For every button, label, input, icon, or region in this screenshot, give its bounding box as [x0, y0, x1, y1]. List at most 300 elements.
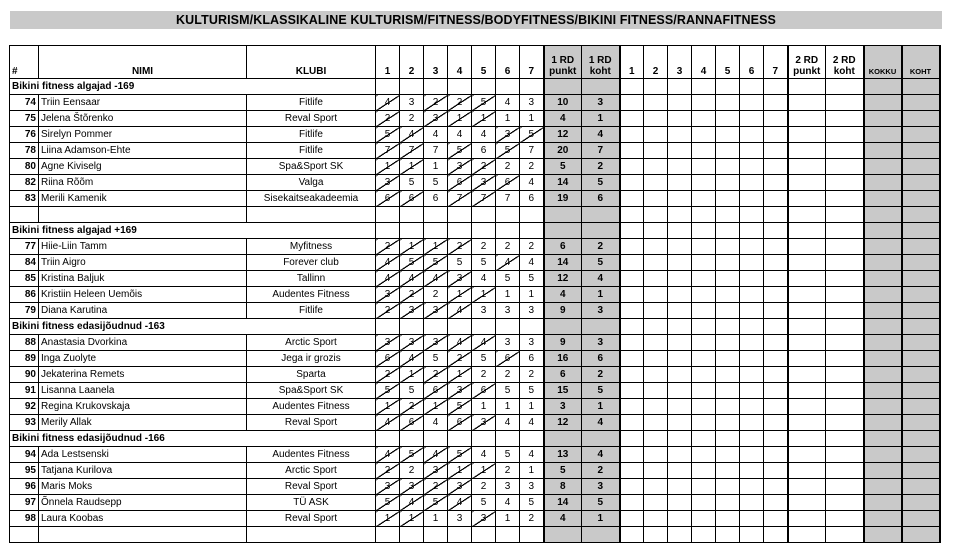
rd2-score-cell [764, 351, 788, 367]
judge-score: 1 [424, 399, 448, 415]
rd2-score-cell [764, 431, 788, 447]
judge-score: 1 [400, 239, 424, 255]
rd2-score-cell [740, 239, 764, 255]
total-cell [864, 255, 902, 271]
rd2-score-cell [620, 447, 644, 463]
judge-score: 4 [424, 415, 448, 431]
place-cell [902, 527, 940, 543]
judge-score: 5 [472, 351, 496, 367]
rd1-place: 2 [582, 239, 620, 255]
rd2-points-cell [788, 463, 826, 479]
rd2-score-cell [692, 127, 716, 143]
rd2-score-cell [620, 383, 644, 399]
rd2-score-cell [620, 207, 644, 223]
rd1-place: 3 [582, 479, 620, 495]
rd2-score-cell [716, 415, 740, 431]
judge-score: 2 [496, 159, 520, 175]
rd2-score-cell [716, 239, 740, 255]
header-judge: 7 [520, 46, 544, 79]
judge-score: 5 [472, 495, 496, 511]
header-place: KOHT [902, 46, 940, 79]
judge-score: 4 [376, 415, 400, 431]
athlete-number: 93 [10, 415, 39, 431]
total-cell [864, 95, 902, 111]
rd2-score-cell [620, 95, 644, 111]
place-cell [902, 271, 940, 287]
rd2-score-cell [740, 191, 764, 207]
athlete-name: Kristina Baljuk [39, 271, 247, 287]
rd2-score-cell [668, 287, 692, 303]
athlete-name: Merili Kamenik [39, 191, 247, 207]
rd2-points-cell [788, 159, 826, 175]
rd2-score-cell [668, 495, 692, 511]
rd2-score-cell [740, 415, 764, 431]
athlete-name: Hiie-Liin Tamm [39, 239, 247, 255]
rd2-score-cell [692, 431, 716, 447]
athlete-name: Õnnela Raudsepp [39, 495, 247, 511]
athlete-club: Jega ir grozis [247, 351, 376, 367]
rd2-score-cell [692, 383, 716, 399]
header-judge: 4 [692, 46, 716, 79]
judge-score: 5 [496, 271, 520, 287]
total-cell [864, 479, 902, 495]
judge-score: 2 [448, 95, 472, 111]
judge-score: 1 [400, 367, 424, 383]
rd2-score-cell [716, 383, 740, 399]
judge-score: 3 [520, 335, 544, 351]
rd2-score-cell [716, 175, 740, 191]
category-row [10, 79, 940, 95]
judge-score: 1 [472, 111, 496, 127]
rd2-score-cell [692, 255, 716, 271]
rd2-score-cell [644, 191, 668, 207]
rd2-score-cell [644, 495, 668, 511]
rd1-place: 1 [582, 111, 620, 127]
rd1-place: 4 [582, 415, 620, 431]
total-cell [864, 351, 902, 367]
athlete-row [10, 175, 940, 191]
judge-score: 5 [472, 255, 496, 271]
athlete-name: Diana Karutina [39, 303, 247, 319]
judge-score: 1 [472, 287, 496, 303]
rd2-score-cell [764, 527, 788, 543]
judge-score: 5 [424, 495, 448, 511]
rd1-points: 9 [544, 303, 582, 319]
rd2-place-cell [826, 159, 864, 175]
judge-score: 3 [424, 463, 448, 479]
rd2-score-cell [620, 191, 644, 207]
judge-score: 1 [376, 399, 400, 415]
athlete-row [10, 479, 940, 495]
rd2-score-cell [764, 95, 788, 111]
judge-score: 5 [496, 447, 520, 463]
rd2-score-cell [740, 303, 764, 319]
rd2-score-cell [740, 255, 764, 271]
place-cell [902, 143, 940, 159]
rd2-place-cell [826, 239, 864, 255]
rd1-points: 20 [544, 143, 582, 159]
judge-score: 3 [472, 415, 496, 431]
rd2-score-cell [764, 207, 788, 223]
total-cell [864, 431, 902, 447]
athlete-name: Regina Krukovskaja [39, 399, 247, 415]
athlete-club: TÜ ASK [247, 495, 376, 511]
rd1-points: 4 [544, 111, 582, 127]
rd2-score-cell [692, 79, 716, 95]
judge-score: 3 [424, 111, 448, 127]
judge-score: 2 [448, 239, 472, 255]
rd2-score-cell [644, 207, 668, 223]
rd1-points: 14 [544, 255, 582, 271]
athlete-number: 92 [10, 399, 39, 415]
rd2-score-cell [740, 527, 764, 543]
rd2-points-cell [788, 303, 826, 319]
judge-score: 2 [424, 367, 448, 383]
total-cell [864, 239, 902, 255]
rd2-score-cell [716, 191, 740, 207]
judge-score: 4 [400, 271, 424, 287]
judge-score: 7 [520, 143, 544, 159]
rd2-score-cell [764, 463, 788, 479]
athlete-name: Lisanna Laanela [39, 383, 247, 399]
place-cell [902, 111, 940, 127]
rd1-place: 5 [582, 175, 620, 191]
rd2-score-cell [668, 239, 692, 255]
rd2-score-cell [740, 479, 764, 495]
place-cell [902, 495, 940, 511]
athlete-name: Anastasia Dvorkina [39, 335, 247, 351]
total-cell [864, 111, 902, 127]
place-cell [902, 415, 940, 431]
header-judge: 1 [376, 46, 400, 79]
athlete-row [10, 95, 940, 111]
rd2-score-cell [644, 319, 668, 335]
rd2-score-cell [668, 207, 692, 223]
rd2-score-cell [668, 479, 692, 495]
rd1-place: 4 [582, 127, 620, 143]
rd2-place-cell [826, 127, 864, 143]
rd1-place: 6 [582, 351, 620, 367]
judge-score: 3 [448, 383, 472, 399]
rd2-score-cell [740, 383, 764, 399]
rd2-score-cell [764, 319, 788, 335]
athlete-club: Reval Sport [247, 511, 376, 527]
rd2-score-cell [620, 127, 644, 143]
rd1-points: 6 [544, 367, 582, 383]
rd2-score-cell [620, 159, 644, 175]
judge-score: 2 [400, 463, 424, 479]
rd2-score-cell [740, 111, 764, 127]
rd2-score-cell [644, 447, 668, 463]
judge-score: 2 [472, 239, 496, 255]
athlete-name: Triin Aigro [39, 255, 247, 271]
rd2-score-cell [740, 495, 764, 511]
total-cell [864, 127, 902, 143]
judge-score: 4 [400, 351, 424, 367]
rd2-score-cell [644, 271, 668, 287]
athlete-name: Inga Zuolyte [39, 351, 247, 367]
place-cell [902, 239, 940, 255]
judge-score: 6 [496, 175, 520, 191]
judge-score: 4 [472, 127, 496, 143]
judge-score: 2 [400, 287, 424, 303]
rd2-score-cell [644, 159, 668, 175]
athlete-row [10, 287, 940, 303]
rd1-place: 4 [582, 271, 620, 287]
rd2-score-cell [620, 79, 644, 95]
rd2-score-cell [644, 335, 668, 351]
judge-score: 3 [472, 175, 496, 191]
judge-score: 4 [376, 271, 400, 287]
rd2-place-cell [826, 207, 864, 223]
rd1-points: 10 [544, 95, 582, 111]
rd2-points-cell [788, 383, 826, 399]
place-cell [902, 191, 940, 207]
rd1-points: 16 [544, 351, 582, 367]
judge-score: 3 [472, 511, 496, 527]
rd2-place-cell [826, 495, 864, 511]
rd2-points-cell [788, 495, 826, 511]
rd2-place-cell [826, 479, 864, 495]
judge-score: 5 [376, 127, 400, 143]
rd2-score-cell [764, 447, 788, 463]
judge-score: 1 [376, 511, 400, 527]
place-cell [902, 127, 940, 143]
rd2-score-cell [644, 367, 668, 383]
spacer-row [10, 207, 940, 223]
athlete-club: Fitlife [247, 127, 376, 143]
rd2-score-cell [716, 447, 740, 463]
header-rd2-place: 2 RD koht [826, 46, 864, 79]
total-cell [864, 287, 902, 303]
judge-score: 5 [400, 255, 424, 271]
judge-score: 4 [424, 271, 448, 287]
athlete-club: Fitlife [247, 303, 376, 319]
rd2-score-cell [644, 415, 668, 431]
athlete-row [10, 383, 940, 399]
rd2-score-cell [692, 239, 716, 255]
judge-score: 3 [472, 303, 496, 319]
rd2-score-cell [692, 143, 716, 159]
place-cell [902, 303, 940, 319]
athlete-club: Reval Sport [247, 479, 376, 495]
judge-score: 4 [472, 335, 496, 351]
rd2-score-cell [716, 95, 740, 111]
athlete-number: 75 [10, 111, 39, 127]
judge-score: 2 [376, 303, 400, 319]
rd2-points-cell [788, 175, 826, 191]
total-cell [864, 191, 902, 207]
rd2-score-cell [716, 463, 740, 479]
judge-score: 3 [400, 479, 424, 495]
judge-score: 7 [472, 191, 496, 207]
header-club: KLUBI [247, 46, 376, 79]
rd2-score-cell [764, 479, 788, 495]
judge-score: 3 [400, 95, 424, 111]
rd2-score-cell [716, 495, 740, 511]
judge-score: 7 [424, 143, 448, 159]
header-judge: 3 [668, 46, 692, 79]
category-title: Bikini fitness edasijõudnud -163 [10, 319, 376, 335]
athlete-number: 88 [10, 335, 39, 351]
judge-score: 6 [520, 191, 544, 207]
rd2-score-cell [740, 431, 764, 447]
rd1-place: 1 [582, 511, 620, 527]
rd2-points-cell [788, 111, 826, 127]
rd2-score-cell [692, 351, 716, 367]
judge-score: 3 [520, 479, 544, 495]
header-judge: 6 [740, 46, 764, 79]
rd2-points-cell [788, 239, 826, 255]
athlete-row [10, 415, 940, 431]
total-cell [864, 511, 902, 527]
judge-score: 3 [424, 335, 448, 351]
judge-score: 5 [400, 447, 424, 463]
rd2-score-cell [764, 223, 788, 239]
total-cell [864, 527, 902, 543]
rd2-points-cell [788, 79, 826, 95]
athlete-club: Audentes Fitness [247, 447, 376, 463]
rd2-score-cell [668, 511, 692, 527]
rd2-score-cell [740, 447, 764, 463]
judge-score: 5 [520, 127, 544, 143]
rd1-place: 5 [582, 255, 620, 271]
judge-score: 4 [472, 271, 496, 287]
rd2-score-cell [692, 447, 716, 463]
judge-score: 2 [496, 239, 520, 255]
judge-score: 1 [496, 511, 520, 527]
judge-score: 3 [376, 335, 400, 351]
rd2-score-cell [620, 271, 644, 287]
header-total: KOKKU [864, 46, 902, 79]
athlete-number: 95 [10, 463, 39, 479]
rd2-score-cell [740, 207, 764, 223]
judge-score: 5 [448, 143, 472, 159]
athlete-row [10, 399, 940, 415]
rd2-score-cell [668, 447, 692, 463]
judge-score: 1 [472, 463, 496, 479]
rd1-place: 5 [582, 383, 620, 399]
athlete-row [10, 239, 940, 255]
rd2-points-cell [788, 127, 826, 143]
judge-score: 2 [496, 463, 520, 479]
judge-score: 4 [496, 255, 520, 271]
rd2-score-cell [644, 143, 668, 159]
rd2-place-cell [826, 175, 864, 191]
rd2-score-cell [644, 255, 668, 271]
rd2-score-cell [716, 351, 740, 367]
judge-score: 3 [520, 95, 544, 111]
rd1-points: 4 [544, 511, 582, 527]
results-table [9, 45, 941, 543]
category-title: Bikini fitness algajad -169 [10, 79, 376, 95]
rd2-score-cell [644, 527, 668, 543]
judge-score: 7 [376, 143, 400, 159]
rd2-score-cell [668, 95, 692, 111]
rd2-place-cell [826, 431, 864, 447]
judge-score: 1 [496, 287, 520, 303]
rd2-score-cell [620, 319, 644, 335]
rd2-score-cell [668, 111, 692, 127]
rd2-score-cell [764, 79, 788, 95]
place-cell [902, 511, 940, 527]
rd2-score-cell [668, 191, 692, 207]
judge-score: 6 [376, 191, 400, 207]
athlete-club: Sparta [247, 367, 376, 383]
rd1-points: 6 [544, 239, 582, 255]
athlete-row [10, 367, 940, 383]
rd2-score-cell [716, 287, 740, 303]
rd2-score-cell [764, 303, 788, 319]
judge-score: 4 [520, 175, 544, 191]
rd2-score-cell [644, 511, 668, 527]
rd2-place-cell [826, 303, 864, 319]
judge-score: 5 [424, 255, 448, 271]
athlete-club: Fitlife [247, 143, 376, 159]
place-cell [902, 95, 940, 111]
judge-score: 5 [400, 383, 424, 399]
athlete-row [10, 511, 940, 527]
rd2-place-cell [826, 383, 864, 399]
judge-score: 2 [376, 111, 400, 127]
rd2-score-cell [764, 335, 788, 351]
rd2-score-cell [764, 175, 788, 191]
rd2-score-cell [692, 175, 716, 191]
judge-score: 2 [472, 367, 496, 383]
total-cell [864, 367, 902, 383]
rd2-score-cell [620, 239, 644, 255]
rd2-place-cell [826, 511, 864, 527]
rd2-points-cell [788, 287, 826, 303]
rd2-place-cell [826, 367, 864, 383]
rd2-score-cell [668, 143, 692, 159]
rd2-score-cell [740, 463, 764, 479]
rd2-place-cell [826, 415, 864, 431]
rd2-score-cell [644, 223, 668, 239]
rd2-score-cell [668, 159, 692, 175]
total-cell [864, 319, 902, 335]
judge-score: 6 [448, 415, 472, 431]
athlete-row [10, 127, 940, 143]
judge-score: 5 [496, 143, 520, 159]
place-cell [902, 319, 940, 335]
judge-score: 2 [520, 511, 544, 527]
athlete-number: 86 [10, 287, 39, 303]
athlete-row [10, 255, 940, 271]
rd2-points-cell [788, 223, 826, 239]
rd2-score-cell [740, 271, 764, 287]
rd2-score-cell [620, 143, 644, 159]
category-title: Bikini fitness edasijõudnud -166 [10, 431, 376, 447]
rd2-score-cell [620, 351, 644, 367]
rd2-score-cell [692, 511, 716, 527]
judge-score: 4 [400, 127, 424, 143]
judge-score: 6 [400, 415, 424, 431]
athlete-number: 83 [10, 191, 39, 207]
rd2-score-cell [764, 159, 788, 175]
rd2-score-cell [644, 479, 668, 495]
rd2-score-cell [716, 303, 740, 319]
judge-score: 6 [472, 383, 496, 399]
judge-score: 3 [376, 479, 400, 495]
header-judge: 5 [716, 46, 740, 79]
place-cell [902, 79, 940, 95]
judge-score: 4 [520, 415, 544, 431]
rd2-score-cell [716, 511, 740, 527]
athlete-row [10, 447, 940, 463]
judge-score: 5 [448, 447, 472, 463]
category-row [10, 431, 940, 447]
